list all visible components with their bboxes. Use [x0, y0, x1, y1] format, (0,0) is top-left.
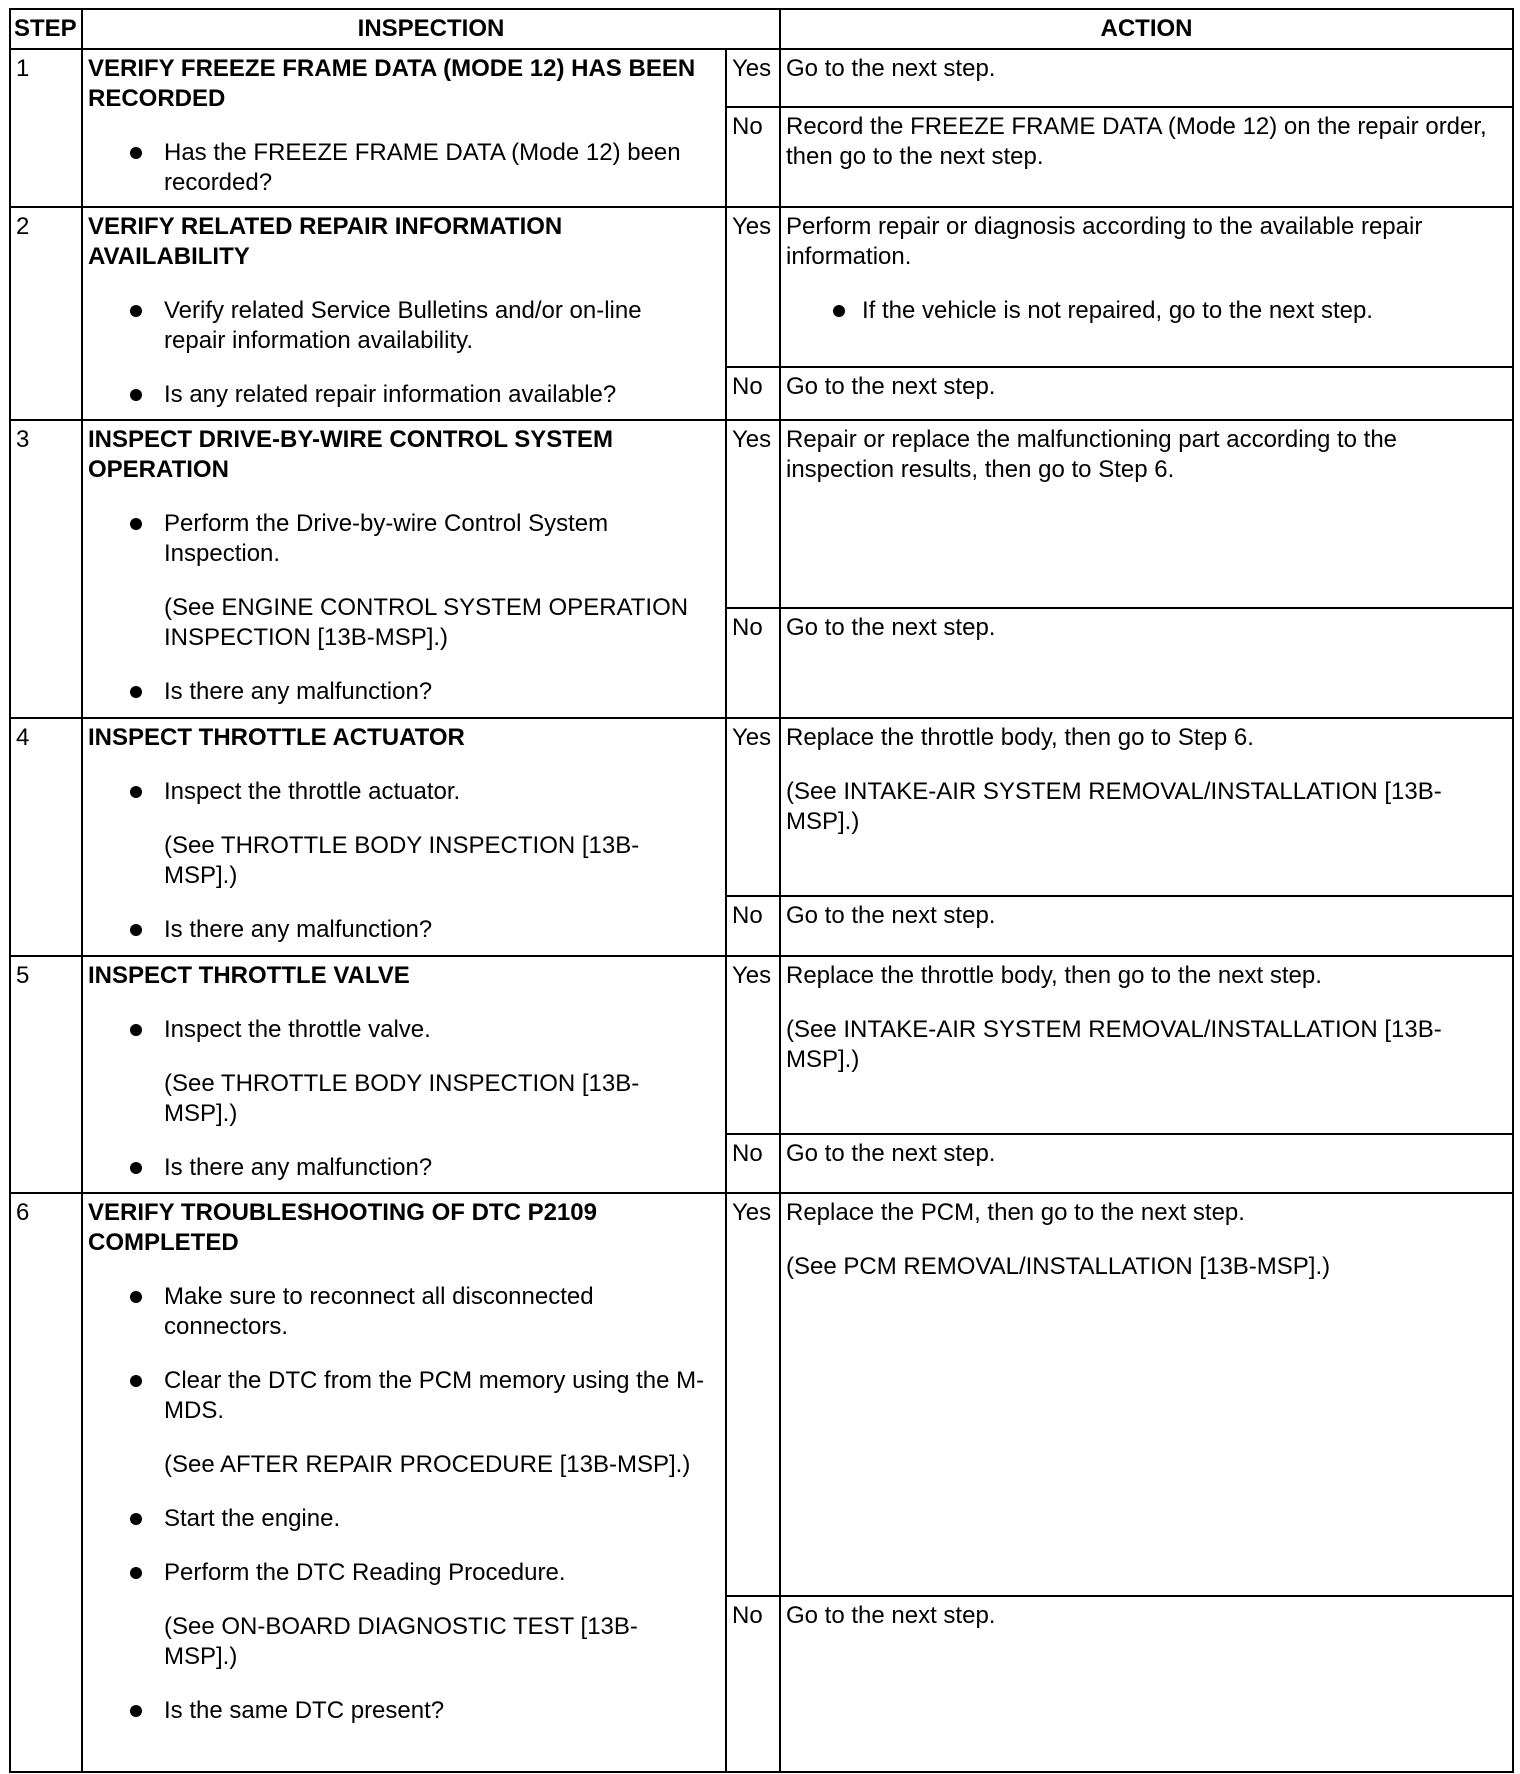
step-6-yes-row	[10, 1193, 1513, 1596]
bullet-icon	[130, 1291, 142, 1303]
reference-text: (See ENGINE CONTROL SYSTEM OPERATION INSPECTION [13B-MSP].)	[164, 594, 689, 651]
bullet-icon	[833, 305, 845, 317]
step-3-yes-row	[10, 420, 1513, 608]
inspection-column-header: INSPECTION	[82, 9, 780, 49]
inspection-bullet: Start the engine.	[88, 1504, 719, 1534]
yes-action-cell	[780, 207, 1513, 367]
step-4-yes-row	[10, 718, 1513, 896]
action-column-header: ACTION	[780, 9, 1513, 49]
step-1-yes-row	[10, 49, 1513, 107]
bullet-icon	[130, 1162, 142, 1174]
inspection-cell	[82, 956, 726, 1193]
yes-label: Yes	[726, 956, 780, 1134]
inspection-title: VERIFY TROUBLESHOOTING OF DTC P2109 COMPLETED	[88, 1199, 597, 1256]
diagnostic-procedure-table	[9, 8, 1514, 1773]
inspection-bullet: Inspect the throttle valve. (See THROTTLE BODY INSPECTION [13B-MSP].)	[88, 1015, 719, 1129]
bullet-icon	[130, 1513, 142, 1525]
inspection-title: INSPECT THROTTLE VALVE	[88, 962, 410, 989]
no-action: Go to the next step.	[780, 608, 1513, 718]
reference-text: (See AFTER REPAIR PROCEDURE [13B-MSP].)	[164, 1451, 691, 1478]
inspection-bullet: Is there any malfunction?	[88, 677, 719, 707]
yes-action-cell	[780, 1193, 1513, 1596]
bullet-icon	[130, 389, 142, 401]
no-action: Go to the next step.	[780, 1596, 1513, 1772]
step-number: 6	[10, 1193, 82, 1772]
yes-action: Replace the throttle body, then go to Step 6.	[786, 724, 1254, 751]
inspection-bullet: Clear the DTC from the PCM memory using the M-MDS. (See AFTER REPAIR PROCEDURE [13B-MSP].)	[88, 1366, 719, 1480]
no-label: No	[726, 1596, 780, 1772]
no-action: Go to the next step.	[780, 367, 1513, 420]
inspection-bullet: Is there any malfunction?	[88, 1153, 719, 1183]
inspection-title: INSPECT DRIVE-BY-WIRE CONTROL SYSTEM OPERATION	[88, 426, 613, 483]
yes-label: Yes	[726, 718, 780, 896]
no-action: Record the FREEZE FRAME DATA (Mode 12) on the repair order, then go to the next step.	[780, 107, 1513, 207]
reference-text: (See PCM REMOVAL/INSTALLATION [13B-MSP].)	[786, 1253, 1331, 1280]
inspection-cell	[82, 420, 726, 718]
bullet-icon	[130, 1567, 142, 1579]
no-label: No	[726, 608, 780, 718]
step-number: 4	[10, 718, 82, 956]
no-label: No	[726, 1134, 780, 1193]
inspection-bullet: Is there any malfunction?	[88, 915, 719, 945]
bullet-icon	[130, 924, 142, 936]
step-5-yes-row	[10, 956, 1513, 1134]
inspection-bullet: Is the same DTC present?	[88, 1696, 719, 1726]
bullet-icon	[130, 1024, 142, 1036]
step-2-yes-row	[10, 207, 1513, 367]
yes-action-cell	[780, 718, 1513, 896]
inspection-bullet: Has the FREEZE FRAME DATA (Mode 12) been recorded?	[88, 138, 719, 198]
no-label: No	[726, 896, 780, 956]
inspection-title: VERIFY FREEZE FRAME DATA (MODE 12) HAS BEEN RECORDED	[88, 55, 696, 112]
reference-text: (See INTAKE-AIR SYSTEM REMOVAL/INSTALLATION [13B-MSP].)	[786, 1016, 1442, 1073]
inspection-bullet: Is any related repair information available?	[88, 380, 719, 410]
yes-action: Replace the throttle body, then go to the next step.	[786, 962, 1322, 989]
bullet-icon	[130, 305, 142, 317]
bullet-icon	[130, 147, 142, 159]
bullet-icon	[130, 1705, 142, 1717]
yes-label: Yes	[726, 49, 780, 107]
step-number: 3	[10, 420, 82, 718]
yes-action: Go to the next step.	[780, 49, 1513, 107]
reference-text: (See ON-BOARD DIAGNOSTIC TEST [13B-MSP].)	[164, 1613, 638, 1670]
inspection-bullet: Make sure to reconnect all disconnected connectors.	[88, 1282, 719, 1342]
procedure-table-wrapper	[9, 8, 1512, 1766]
yes-action: Repair or replace the malfunctioning part according to the inspection results, then go to Step 6.	[780, 420, 1513, 608]
yes-action-cell	[780, 956, 1513, 1134]
reference-text: (See THROTTLE BODY INSPECTION [13B-MSP].)	[164, 832, 640, 889]
yes-label: Yes	[726, 1193, 780, 1596]
inspection-cell	[82, 207, 726, 420]
reference-text: (See THROTTLE BODY INSPECTION [13B-MSP].)	[164, 1070, 640, 1127]
no-action: Go to the next step.	[780, 896, 1513, 956]
yes-label: Yes	[726, 420, 780, 608]
inspection-cell	[82, 49, 726, 207]
inspection-bullet: Perform the Drive-by-wire Control System Inspection. (See ENGINE CONTROL SYSTEM OPERATION INSPECTION [13B-MSP].)	[88, 509, 719, 653]
bullet-icon	[130, 518, 142, 530]
no-label: No	[726, 107, 780, 207]
bullet-icon	[130, 786, 142, 798]
reference-text: (See INTAKE-AIR SYSTEM REMOVAL/INSTALLATION [13B-MSP].)	[786, 778, 1442, 835]
step-column-header: STEP	[10, 9, 82, 49]
yes-action: Perform repair or diagnosis according to the available repair information.	[786, 213, 1423, 270]
yes-action: Replace the PCM, then go to the next step.	[786, 1199, 1245, 1226]
no-action: Go to the next step.	[780, 1134, 1513, 1193]
no-label: No	[726, 367, 780, 420]
bullet-icon	[130, 1375, 142, 1387]
inspection-cell	[82, 718, 726, 956]
header-row	[10, 9, 1513, 49]
step-number: 2	[10, 207, 82, 420]
inspection-title: INSPECT THROTTLE ACTUATOR	[88, 724, 465, 751]
inspection-bullet: Verify related Service Bulletins and/or on-line repair information availability.	[88, 296, 719, 356]
inspection-bullet: Inspect the throttle actuator. (See THROTTLE BODY INSPECTION [13B-MSP].)	[88, 777, 719, 891]
yes-label: Yes	[726, 207, 780, 367]
step-number: 5	[10, 956, 82, 1193]
inspection-bullet: Perform the DTC Reading Procedure. (See ON-BOARD DIAGNOSTIC TEST [13B-MSP].)	[88, 1558, 719, 1672]
inspection-title: VERIFY RELATED REPAIR INFORMATION AVAILABILITY	[88, 213, 563, 270]
inspection-cell	[82, 1193, 726, 1772]
bullet-icon	[130, 686, 142, 698]
action-bullet: If the vehicle is not repaired, go to the next step.	[786, 296, 1506, 326]
step-number: 1	[10, 49, 82, 207]
